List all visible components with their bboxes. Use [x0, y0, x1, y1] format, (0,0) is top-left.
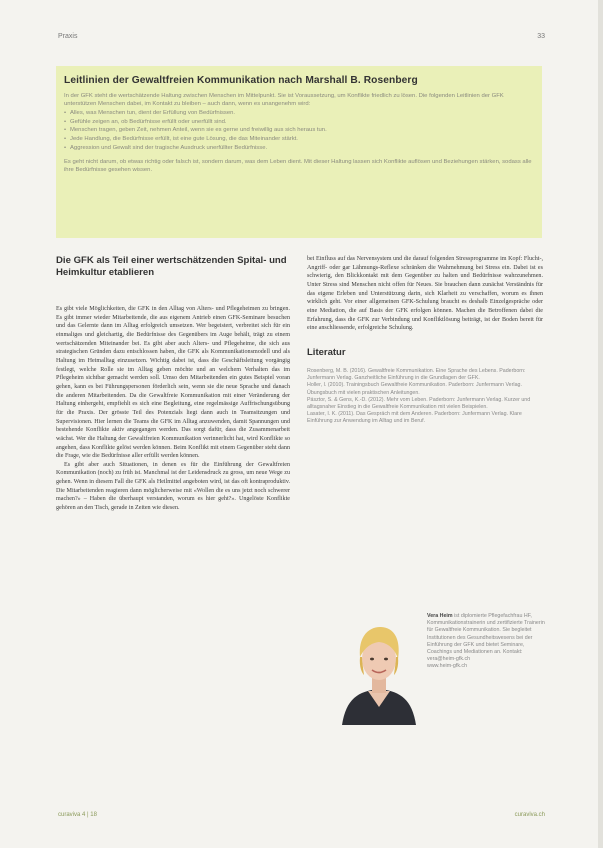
- right-column: [307, 255, 543, 426]
- guidelines-title: Leitlinien der Gewaltfreien Kommunikation nach Marshall B. Rosenberg: [64, 75, 418, 86]
- footer-site: curaviva.ch: [514, 812, 545, 818]
- page-footer: [58, 812, 545, 818]
- guideline-item: • Jede Handlung, die Bedürfnisse erfüllt, ist eine gute Lösung, die das Miteinander stärkt.: [64, 135, 534, 144]
- literature-entry: Holler, I. (2010). Trainingsbuch Gewaltfreie Kommunikation. Paderborn: Junfermann Verlag. Übungsbuch mit vielen praktischen Anleitungen.: [307, 382, 522, 396]
- section-label: Praxis: [58, 33, 78, 40]
- literature-entry: Rosenberg, M. B. (2016). Gewaltfreie Kommunikation. Eine Sprache des Lebens. Paderborn: Junfermann Verlag. Ganzheitliche Einführung in die Grundlagen der GFK.: [307, 367, 526, 382]
- guidelines-box: [56, 66, 542, 238]
- guidelines-list: [64, 109, 534, 154]
- author-portrait: [340, 607, 418, 725]
- left-column: [56, 255, 290, 513]
- guideline-item: • Alles, was Menschen tun, dient der Erfüllung von Bedürfnissen.: [64, 109, 534, 118]
- author-box: [340, 607, 546, 747]
- literature-heading: Literatur: [307, 346, 346, 358]
- guideline-item: • Gefühle zeigen an, ob Bedürfnisse erfüllt oder unerfüllt sind.: [64, 118, 534, 127]
- literature-entry: Lasater, I. K. (2011). Das Gespräch mit dem Anderen. Paderborn: Junfermann Verlag. Klare Einführung zur Anwendung im Alltag und im Beruf.: [307, 411, 522, 425]
- literature-entry: Pásztor, S. & Gens, K.-D. (2012). Mehr vom Leben. Paderborn: Junfermann Verlag. Kurzer und alltagsnaher Einstieg in die Gewaltfreie Kommunikation mit vielen Beispielen.: [307, 396, 531, 410]
- footer-issue: curaviva 4 | 18: [58, 812, 97, 818]
- author-bio-block: [427, 613, 549, 671]
- article-paragraph: Es gibt aber auch Situationen, in denen es für die Einführung der Gewaltfreien Kommunikation (noch) zu früh ist. Manchmal ist der Leidensdruck zu gross, um neue Wege zu gehen. Wenn in diesem Fall die GFK als Heilmittel angeboten wird, ist das oft kontraproduktiv. Die Mitarbeitenden reagieren dann möglicherweise mit «Wollen die es uns jetzt noch schwerer machen?» – Haben die überhaupt verstanden, worum es hier geht?». Ungelöste Konflikte gehören an den Tisch, gerade in Zeiten wie diesen.: [56, 461, 290, 512]
- guideline-item: • Aggression und Gewalt sind der tragische Ausdruck unerfüllter Bedürfnisse.: [64, 144, 534, 153]
- page-edge: [598, 0, 603, 848]
- article-paragraph: bei Einfluss auf das Nervensystem und die darauf folgenden Stressprogramme im Kopf: Flucht-, Angriff- oder gar Lähmungs-Reflexe schränken die Wahrnehmung bei Stress ein. Dabei ist es schwierig, den Blickkontakt mit dem Gegenüber zu halten und Bedürfnisse wahrzunehmen. Unter Stress sind Menschen nicht offen für Neues. Sie brauchen dann zunächst Verständnis für das eigene Erleben und Unterstützung darin, sich Klarheit zu verschaffen, worum es ihnen wirklich geht. Vor einer allgemeinen GFK-Schulung braucht es deshalb Einzelgespräche oder eine Mediation, die auf Basis der GFK erfolgen können. Machen die Betroffenen dabei die Erfahrung, dass die GFK zur Verbindung und Konfliktlösung beiträgt, ist der Boden bereit für eine anschliessende, erfolgreiche Schulung.: [307, 256, 543, 332]
- guidelines-intro: In der GFK steht die wertschätzende Haltung zwischen Menschen im Mittelpunkt. Sie ist Voraussetzung, um Konflikte friedlich zu lösen. Die folgenden Leitlinien der GFK unterstützen Menschen dabei, im Kontakt zu bleiben – auch dann, wenn es unangenehm wird:: [64, 93, 504, 108]
- guidelines-closing: Es geht nicht darum, ob etwas richtig oder falsch ist, sondern darum, was dem Leben dient. Mit dieser Haltung lassen sich Konflikte auflösen und Beziehungen stärken, sodass alle ihre Bedürfnisse gesehen wissen.: [64, 159, 532, 174]
- article-paragraph: Es gibt viele Möglichkeiten, die GFK in den Alltag von Alters- und Pflegeheimen zu bringen. Es gibt immer wieder Mitarbeitende, die aus eigenem Antrieb einen GFK-Seminare besuchen und das Gelernte dann im Alltag erfolgreich umsetzen. Wer begeistert, verbreitet sich für ein einmaliges und gleichartig, die Bedürfnisse des Gegenübers im Auge behält, trägt zu einem wertschätzenden Miteinander bei. Es gibt aber auch Alters- und Pflegeheime, die sich aus strategischen Gründen dazu entschlossen haben, die GFK als Kommunikationsmodell und als Haltung im Heimalltag einzusetzen. Wichtig dabei ist, dass die Geschäftsleitung vorgängig festlegt, welche Rolle sie im Alltag geben möchte und an welchem Verhalten das im Pflegeheim sichtbar gemacht werden soll. Umso den Mitarbeitenden ein gutes Beispiel voran gehen, kann es bei Führungspersonen förderlich sein, wenn sie die neue Sprache und danach die anderen Mitarbeitenden. Da die Gewaltfreie Kommunikation mit einer Veränderung der Haltung einhergeht, empfiehlt es sich eine Begleitung, eine regelmässige Auffrischungsübung für die Praxis. Der grösste Teil des Potenzials liegt dann auch in Teamsitzungen und Supervisionen. Hier lernen die Teams die GFK im Alltag anzuwenden, damit Spannungen und bestehende Konflikte aktiv angegangen werden. Das sorgt dafür, dass die Zusammenarbeit wächst. Wer die Haltung der Gewaltfreien Kommunikation verinnerlicht hat, wird Konflikte so angehen, dass Konflikte gelöst werden können. Beim Konflikt mit einem Gegenüber steht dann die Frage, wie die Bedürfnisse aller erfüllt werden können.: [56, 306, 290, 460]
- guideline-item: • Menschen tragen, geben Zeit, nehmen Anteil, wenn sie es gerne und freiwillig aus sich heraus tun.: [64, 126, 534, 135]
- author-website[interactable]: www.heim-gfk.ch: [427, 663, 468, 670]
- page-number: 33: [537, 33, 545, 40]
- author-name: Vera Heim: [427, 613, 453, 619]
- author-bio: ist diplomierte Pflegefachfrau HF, Kommunikationstrainerin und zertifizierte Trainerin für Gewaltfreie Kommunikation. Sie begleitet Institutionen des Gesundheitswesens bei der Einführung der GFK und bietet Seminare, Coachings und Mediationen an. Kontakt: vera@heim-gfk.ch: [427, 613, 545, 663]
- running-head: [58, 33, 545, 40]
- article-title: Die GFK als Teil einer wertschätzenden Spital- und Heimkultur etablieren: [56, 255, 287, 278]
